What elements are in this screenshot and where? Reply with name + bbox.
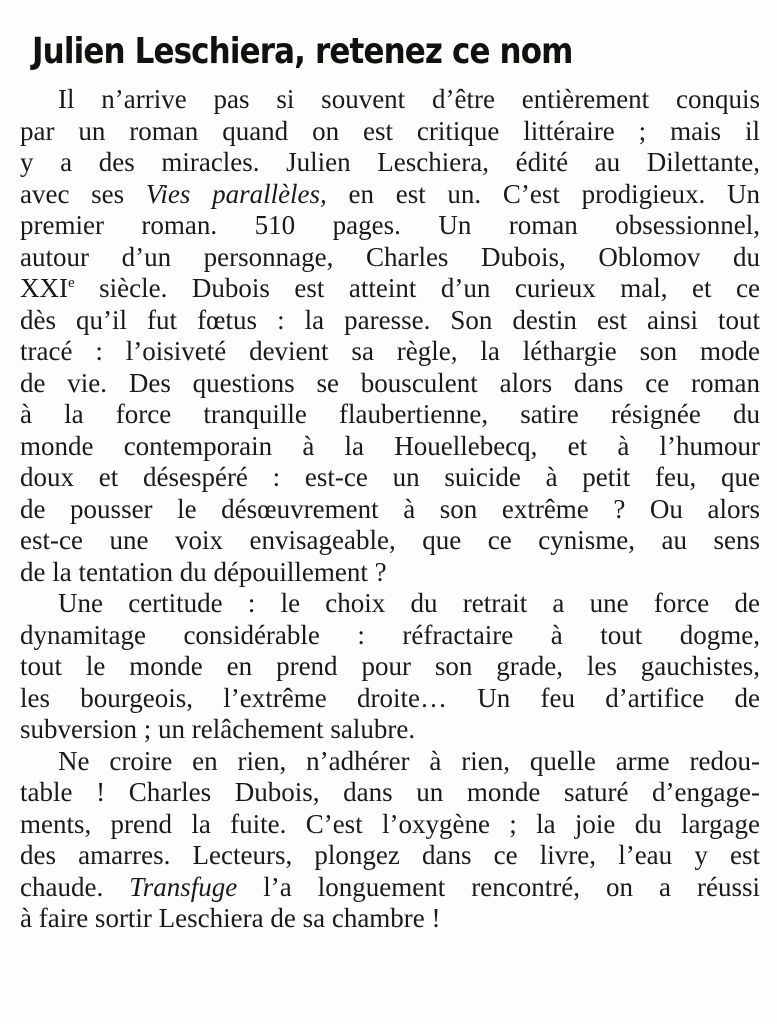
- article-paragraph: [20, 84, 760, 588]
- text-run: subversion ; un relâchement salubre.: [20, 714, 416, 744]
- text-run: tout le monde en prend pour son grade, les gauchistes,: [20, 651, 760, 681]
- text-line: [20, 242, 760, 274]
- text-run: à la force tranquille flaubertienne, satire résignée du: [20, 399, 760, 429]
- text-run: ments, prend la fuite. C’est l’oxygène ; la joie du largage: [20, 808, 760, 839]
- text-line: [20, 714, 760, 746]
- text-line: [20, 557, 760, 589]
- text-run: chaude.: [20, 871, 130, 902]
- text-run: tracé : l’oisiveté devient sa règle, la léthargie son mode: [20, 336, 760, 366]
- text-run: de la tentation du dépouillement ?: [20, 556, 387, 587]
- text-line: [20, 336, 760, 368]
- text-run: table ! Charles Dubois, dans un monde saturé d’engage-: [20, 777, 760, 807]
- text-line: [20, 588, 760, 620]
- text-run: de vie. Des questions se bousculent alors dans ce roman: [20, 367, 760, 398]
- text-line: [20, 116, 760, 148]
- superscript: e: [68, 275, 75, 291]
- text-line: [20, 399, 760, 431]
- text-run: des amarres. Lecteurs, plongez dans ce livre, l’eau y est: [20, 840, 760, 870]
- text-line: [20, 462, 760, 494]
- article-body: [20, 84, 760, 935]
- text-line: [20, 84, 760, 116]
- text-run: Ne croire en rien, n’adhérer à rien, quelle arme redou-: [58, 745, 760, 776]
- text-line: [20, 872, 760, 904]
- text-line: [20, 368, 760, 400]
- text-run: premier roman. 510 pages. Un roman obsessionnel,: [20, 210, 760, 240]
- text-run: est-ce une voix envisageable, que ce cynisme, au sens: [20, 525, 760, 555]
- text-run: à faire sortir Leschiera de sa chambre !: [20, 903, 441, 933]
- text-line: [20, 210, 760, 242]
- text-line: [20, 273, 760, 305]
- text-run: dynamitage considérable : réfractaire à tout dogme,: [20, 619, 760, 650]
- text-line: [20, 746, 760, 778]
- italic-title: Vies parallèles,: [145, 178, 327, 209]
- article-paragraph: [20, 746, 760, 935]
- text-line: [20, 683, 760, 715]
- text-line: [20, 809, 760, 841]
- text-run: avec ses: [20, 178, 146, 209]
- text-run: en est un. C’est prodigieux. Un: [326, 178, 761, 209]
- article-title: Julien Leschiera, retenez ce nom: [32, 31, 573, 72]
- text-run: siècle. Dubois est atteint d’un curieux mal, et ce: [74, 273, 760, 303]
- text-run: XXI: [20, 273, 68, 303]
- text-line: [20, 147, 760, 179]
- text-run: doux et désespéré : est-ce un suicide à petit feu, que: [20, 462, 760, 492]
- text-line: [20, 620, 760, 652]
- text-run: de pousser le désœuvrement à son extrême ? Ou alors: [20, 493, 760, 524]
- text-run: l’a longuement rencontré, on a réussi: [237, 871, 761, 902]
- text-line: [20, 431, 760, 463]
- text-run: Il n’arrive pas si souvent d’être entièrement conquis: [58, 84, 760, 114]
- text-run: les bourgeois, l’extrême droite… Un feu d’artifice de: [20, 682, 760, 713]
- text-line: [20, 651, 760, 683]
- text-run: dès qu’il fut fœtus : la paresse. Son destin est ainsi tout: [20, 304, 760, 335]
- text-line: [20, 494, 760, 526]
- text-run: Une certitude : le choix du retrait a une force de: [58, 588, 760, 618]
- text-line: [20, 903, 760, 935]
- text-line: [20, 179, 760, 211]
- text-run: autour d’un personnage, Charles Dubois, Oblomov du: [20, 241, 760, 272]
- italic-title: Transfuge: [129, 871, 238, 902]
- text-line: [20, 305, 760, 337]
- text-run: monde contemporain à la Houellebecq, et à l’humour: [20, 430, 760, 461]
- text-line: [20, 525, 760, 557]
- text-run: par un roman quand on est critique littéraire ; mais il: [20, 115, 760, 146]
- article-paragraph: [20, 588, 760, 746]
- text-line: [20, 777, 760, 809]
- text-line: [20, 840, 760, 872]
- text-run: y a des miracles. Julien Leschiera, édité au Dilettante,: [20, 147, 760, 177]
